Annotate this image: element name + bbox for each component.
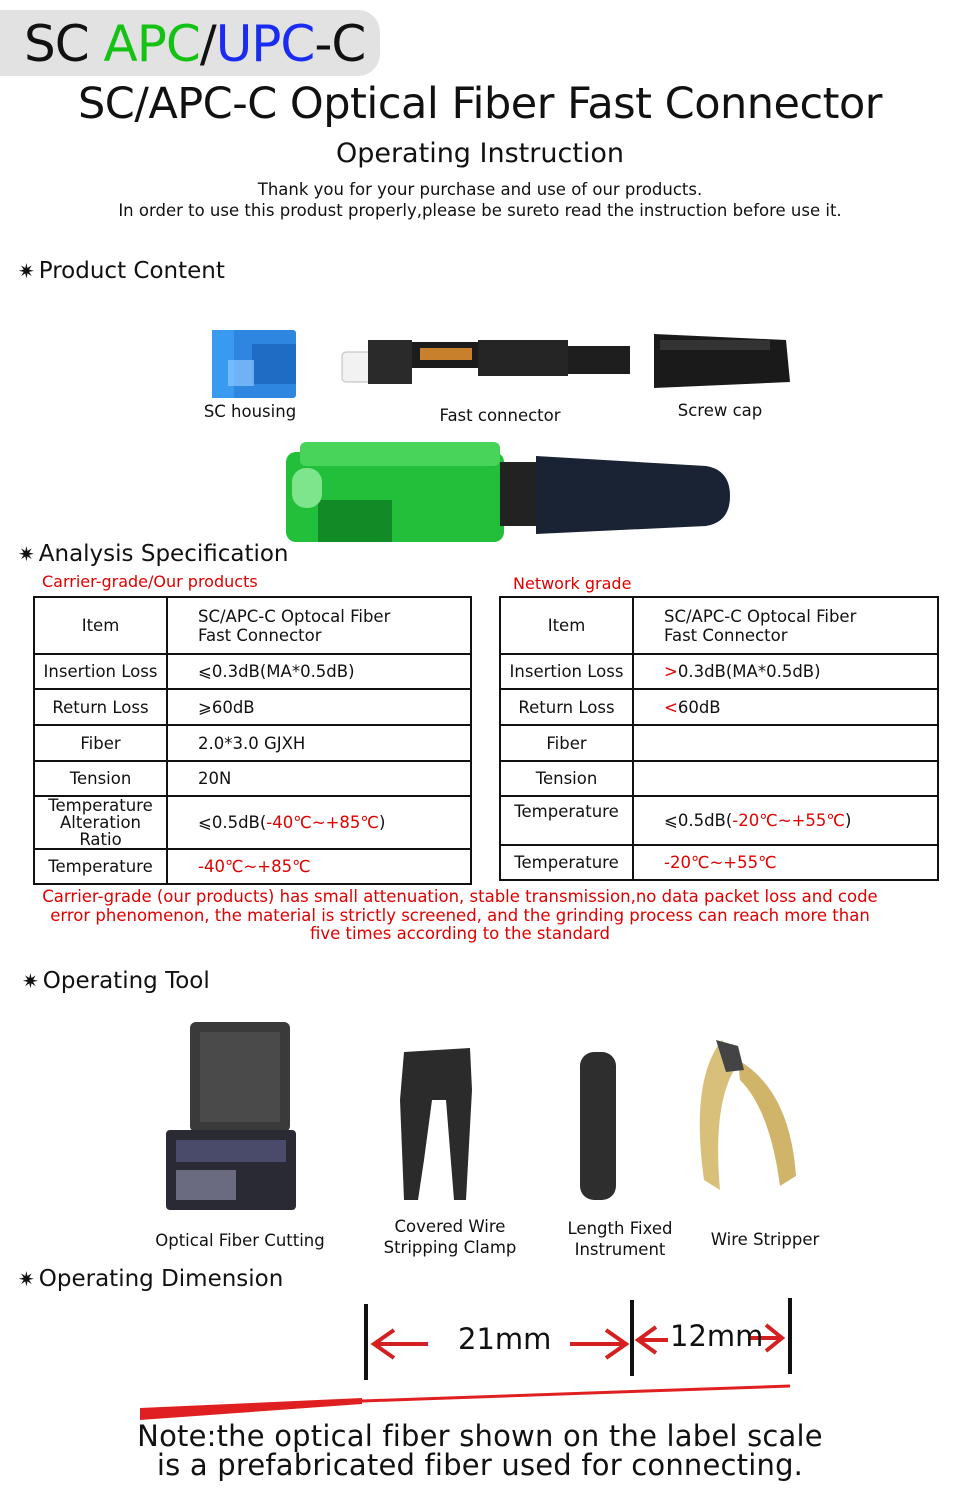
page-title: SC/APC-C Optical Fiber Fast Connector bbox=[78, 79, 882, 129]
row-value: -40℃~+85℃ bbox=[167, 849, 471, 884]
note-bottom-line-2: is a prefabricated fiber used for connecting. bbox=[156, 1448, 804, 1482]
section-label: Operating Dimension bbox=[38, 1266, 284, 1292]
value-mark: > bbox=[664, 662, 678, 681]
row-value: ⩾60dB bbox=[167, 689, 471, 725]
dimension-21mm: 21mm bbox=[458, 1322, 552, 1356]
value-suffix: ) bbox=[378, 813, 386, 832]
arrow-left-icon bbox=[374, 1330, 428, 1358]
header-item: Item bbox=[500, 597, 633, 654]
value-text: 0.3dB(MA*0.5dB) bbox=[677, 662, 821, 681]
arrow-right-icon bbox=[570, 1330, 626, 1358]
note-line-1: Carrier-grade (our products) has small attenuation, stable transmission,no data packet loss and code bbox=[42, 887, 878, 906]
value-suffix: ) bbox=[844, 811, 852, 830]
intro-line-2: In order to use this produst properly,please be sureto read the instruction before use it. bbox=[118, 201, 842, 220]
grade-network: Network grade bbox=[513, 574, 632, 593]
caption-sc-housing: SC housing bbox=[203, 402, 297, 421]
star-icon: ✷ bbox=[18, 1267, 35, 1291]
value-prefix: ⩽0.5dB( bbox=[198, 813, 267, 832]
intro-line-1: Thank you for your purchase and use of our products. bbox=[257, 180, 703, 199]
header-value-line-2: Fast Connector bbox=[198, 625, 322, 645]
section-label: Product Content bbox=[38, 258, 225, 284]
caption-line-1: Covered Wire bbox=[394, 1217, 506, 1236]
fiber-note bbox=[0, 1419, 960, 1482]
arrow-left-short-icon bbox=[638, 1327, 668, 1353]
badge-c: -C bbox=[314, 15, 366, 73]
badge-apc: APC bbox=[103, 15, 200, 73]
header-value-line-1: SC/APC-C Optocal Fiber bbox=[664, 606, 857, 626]
row-item-line-2: Alteration Ratio bbox=[60, 813, 141, 849]
row-item: Tension bbox=[34, 761, 167, 796]
row-item: Insertion Loss bbox=[500, 654, 633, 689]
note-line-2: error phenomenon, the material is strictly screened, and the grinding process can reach more than bbox=[50, 905, 870, 925]
section-label: Operating Tool bbox=[42, 968, 210, 994]
dimension-12mm: 12mm bbox=[670, 1319, 764, 1353]
badge-upc: UPC bbox=[215, 15, 315, 73]
row-value: -20℃~+55℃ bbox=[633, 845, 938, 880]
page-subtitle: Operating Instruction bbox=[335, 138, 625, 169]
star-icon: ✷ bbox=[22, 969, 39, 993]
caption-screw-cap: Screw cap bbox=[677, 401, 763, 420]
note-bottom-line-1: Note:the optical fiber shown on the label scale bbox=[137, 1419, 823, 1453]
caption-optical-fiber-cutting: Optical Fiber Cutting bbox=[155, 1231, 325, 1250]
row-item: Return Loss bbox=[34, 689, 167, 725]
row-item: Fiber bbox=[500, 725, 633, 761]
caption-line-2: Stripping Clamp bbox=[383, 1238, 517, 1257]
grade-carrier: Carrier-grade/Our products bbox=[42, 572, 258, 591]
header-value-line-2: Fast Connector bbox=[664, 625, 788, 645]
row-value: 20N bbox=[167, 761, 471, 796]
row-item: Temperature bbox=[500, 845, 633, 880]
fiber-line bbox=[140, 1386, 790, 1420]
caption-line-1: Length Fixed bbox=[567, 1219, 673, 1238]
caption-fast-connector: Fast connector bbox=[439, 406, 561, 425]
badge-slash: / bbox=[199, 15, 216, 73]
row-value: ⩽0.3dB(MA*0.5dB) bbox=[167, 654, 471, 689]
row-item: Fiber bbox=[34, 725, 167, 761]
caption-line-2: Instrument bbox=[574, 1240, 666, 1259]
row-value: 2.0*3.0 GJXH bbox=[167, 725, 471, 761]
row-item: Temperature bbox=[500, 796, 633, 845]
star-icon: ✷ bbox=[18, 259, 35, 283]
row-item-line-1: Temperature bbox=[48, 796, 153, 815]
badge-sc: SC bbox=[24, 15, 104, 73]
note-line-3: five times according to the standard bbox=[309, 924, 611, 943]
star-icon: ✷ bbox=[18, 542, 35, 566]
row-item: Return Loss bbox=[500, 689, 633, 725]
section-label: Analysis Specification bbox=[38, 541, 289, 567]
value-range: -20℃~+55℃ bbox=[732, 811, 845, 830]
header-item: Item bbox=[34, 597, 167, 654]
header-value-line-1: SC/APC-C Optocal Fiber bbox=[198, 606, 391, 626]
row-item: Temperature bbox=[34, 849, 167, 884]
caption-wire-stripper: Wire Stripper bbox=[710, 1230, 820, 1249]
row-item: Insertion Loss bbox=[34, 654, 167, 689]
value-mark: < bbox=[664, 697, 678, 717]
value-text: 60dB bbox=[677, 697, 721, 717]
row-item: Tension bbox=[500, 761, 633, 796]
value-prefix: ⩽0.5dB( bbox=[664, 811, 733, 830]
value-range: -40℃~+85℃ bbox=[266, 813, 379, 832]
